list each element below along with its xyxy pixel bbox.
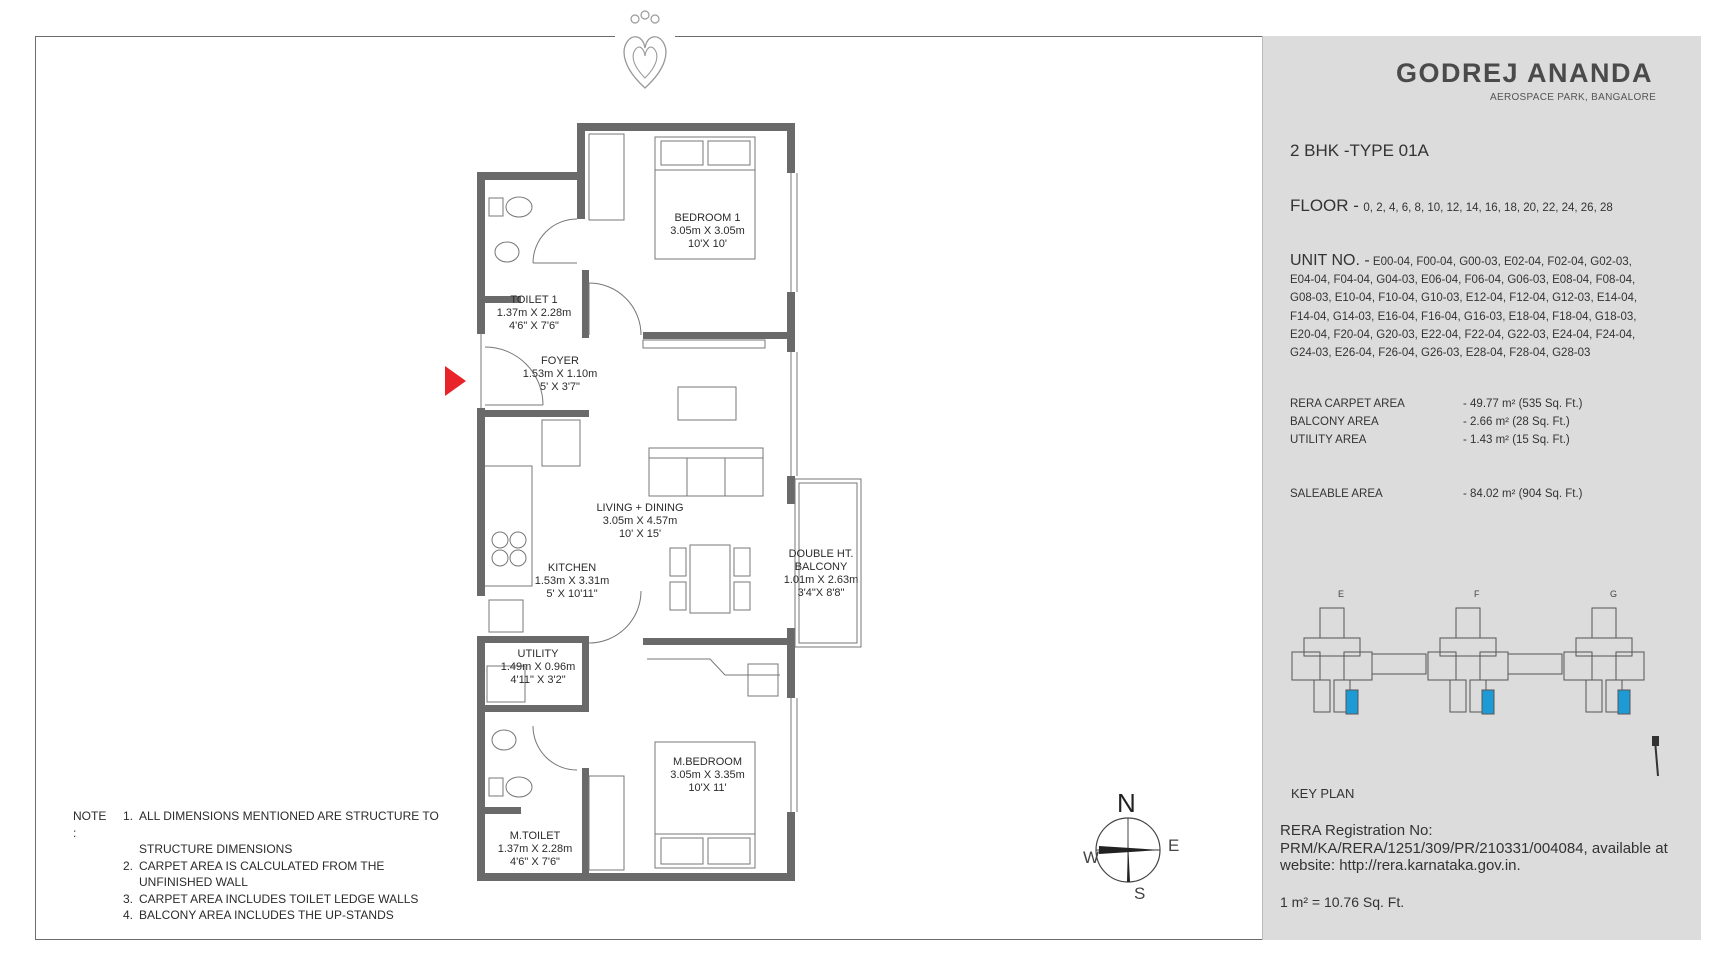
unit-type: 2 BHK -TYPE 01A	[1290, 141, 1429, 160]
room-kitchen: KITCHEN 1.53m X 3.31m 5' X 10'11"	[534, 562, 610, 600]
area-table	[1290, 398, 1583, 506]
room-mtoilet: M.TOILET 1.37m X 2.28m 4'6" X 7'6"	[497, 830, 573, 868]
area-row: BALCONY AREA - 2.66 m² (28 Sq. Ft.)	[1290, 416, 1570, 428]
tower-f	[1428, 608, 1508, 712]
project-location: AEROSPACE PARK, BANGALORE	[1490, 92, 1657, 103]
room-balcony: DOUBLE HT. BALCONY 1.01m X 2.63m 3'4"X 8'8"	[783, 548, 859, 599]
unit-highlight-e	[1346, 690, 1358, 714]
room-utility: UTILITY 1.49m X 0.96m 4'11" X 3'2"	[500, 648, 576, 686]
area-row: UTILITY AREA - 1.43 m² (15 Sq. Ft.)	[1290, 434, 1570, 446]
unit-highlight-g	[1618, 690, 1630, 714]
unit-list: UNIT NO. - E00-04, F00-04, G00-03, E02-04, F02-04, G02-03, E04-04, F04-04, G04-03, E06-04, F06-04, G06-03, E08-04, F08-04, G08-03, E10-04, F10-04, G10-03, E12-04, F12-04, G12-03, E14-04, F14-04, G14-03, E16-04, F16-04, G16-03, E18-04, F18-04, G18-03, E20-04, F20-04, G20-03, E22-04, F22-04, G22-03, E24-04, F24-04, G24-03, E26-04, F26-04, G26-03, E28-04, F28-04, G28-03	[1290, 252, 1638, 360]
tower-label-f: F	[1474, 589, 1480, 599]
rera-registration: RERA Registration No: PRM/KA/RERA/1251/309/PR/210331/004084, available at website: http://rera.karnataka.gov.in.	[1280, 822, 1668, 874]
tower-label-e: E	[1338, 589, 1345, 599]
tower-g	[1564, 608, 1644, 712]
floor-label: FLOOR -	[1290, 196, 1359, 215]
floor-line	[1290, 196, 1613, 216]
compass-s: S	[1134, 884, 1146, 903]
key-plan-diagram	[1290, 586, 1680, 786]
floor-values: 0, 2, 4, 6, 8, 10, 12, 14, 16, 18, 20, 22, 24, 26, 28	[1363, 202, 1613, 214]
area-row: RERA CARPET AREA - 49.77 m² (535 Sq. Ft.)	[1290, 398, 1583, 410]
room-mbedroom: M.BEDROOM 3.05m X 3.35m 10'X 11'	[670, 756, 745, 794]
tower-e	[1292, 608, 1372, 712]
compass-e: E	[1168, 836, 1180, 855]
entry-arrow-icon	[445, 366, 466, 396]
room-living: LIVING + DINING 3.05m X 4.57m 10' X 15'	[596, 502, 684, 540]
north-arrow-icon	[1652, 736, 1659, 776]
saleable-row: SALEABLE AREA - 84.02 m² (904 Sq. Ft.)	[1290, 488, 1583, 500]
notes: NOTE : 1. ALL DIMENSIONS MENTIONED ARE STRUCTURE TO STRUCTURE DIMENSIONS 2. CARPET AREA IS CALCULATED FROM THE UNFINISHED WALL 3. CARPET AREA INCLUDES TOILET LEDGE WALLS 4. BALCONY AREA INCLUDES THE UP-STANDS	[73, 809, 439, 922]
unit-highlight-f	[1482, 690, 1494, 714]
compass-n: N	[1117, 788, 1136, 818]
room-foyer: FOYER 1.53m X 1.10m 5' X 3'7"	[522, 355, 598, 393]
room-toilet1: TOILET 1 1.37m X 2.28m 4'6" X 7'6"	[496, 294, 572, 332]
unit-conversion: 1 m² = 10.76 Sq. Ft.	[1280, 894, 1405, 910]
compass-w: W	[1083, 848, 1100, 867]
project-name: GODREJ ANANDA	[1396, 58, 1654, 88]
tower-label-g: G	[1610, 589, 1618, 599]
key-plan-label: KEY PLAN	[1291, 786, 1355, 801]
room-bedroom1: BEDROOM 1 3.05m X 3.05m 10'X 10'	[670, 212, 745, 250]
